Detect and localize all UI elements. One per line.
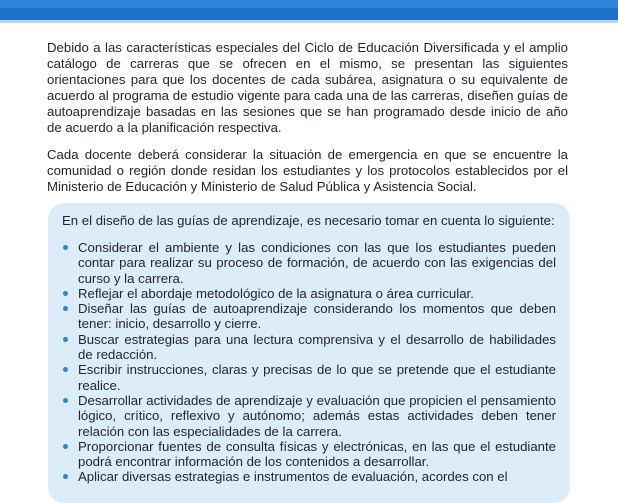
bullet-icon xyxy=(63,306,68,311)
list-item: Aplicar diversas estrategias e instrumentos de evaluación, acordes con el xyxy=(62,469,556,484)
list-item: Reflejar el abordaje metodológico de la asignatura o área curricular. xyxy=(62,286,556,301)
list-item: Escribir instrucciones, claras y precisas de lo que se pretende que el estudiante realice. xyxy=(62,362,556,393)
bullet-icon xyxy=(63,367,68,372)
list-item: Considerar el ambiente y las condiciones con las que los estudiantes pueden contar para realizar su proceso de formación, de acuerdo con las exigencias del curso y la carrera. xyxy=(62,240,556,286)
list-item: Diseñar las guías de autoaprendizaje considerando los momentos que deben tener: inicio, desarrollo y cierre. xyxy=(62,301,556,332)
list-item: Buscar estrategias para una lectura comprensiva y el desarrollo de habilidades de redacción. xyxy=(62,332,556,363)
emergency-paragraph: Cada docente deberá considerar la situación de emergencia en que se encuentre la comunidad o región donde residan los estudiantes y los protocolos establecidos por el Ministerio de Educación y Ministerio de Salud Pública y Asistencia Social. xyxy=(47,147,568,194)
list-item: Proporcionar fuentes de consulta físicas y electrónicas, en las que el estudiante podrá encontrar información de los contenidos a desarrollar. xyxy=(62,439,556,470)
header-band xyxy=(0,0,618,23)
intro-paragraph: Debido a las características especiales del Ciclo de Educación Diversificada y el amplio catálogo de carreras que se ofrecen en el mismo, se presentan las siguientes orientaciones para que los docentes de cada subárea, asignatura o su equivalente de acuerdo al programa de estudio vigente para cada una de las carreras, diseñen guías de autoaprendizaje basadas en las sesiones que se han programado desde inicio de año de acuerdo a la planificación respectiva. xyxy=(47,40,568,135)
bullet-icon xyxy=(63,245,68,250)
bullet-icon xyxy=(63,291,68,296)
bullet-icon xyxy=(63,398,68,403)
bullet-icon xyxy=(63,337,68,342)
bullet-icon xyxy=(63,444,68,449)
document-body xyxy=(47,40,568,206)
guidelines-box xyxy=(48,203,570,503)
guidelines-intro: En el diseño de las guías de aprendizaje, es necesario tomar en cuenta lo siguiente: xyxy=(62,213,555,228)
bullet-icon xyxy=(63,474,68,479)
guidelines-list xyxy=(62,240,556,485)
list-item: Desarrollar actividades de aprendizaje y evaluación que propicien el pensamiento lógico, crítico, reflexivo y autónomo; además estas actividades deben tener relación con las especialidades de la carrera. xyxy=(62,393,556,439)
